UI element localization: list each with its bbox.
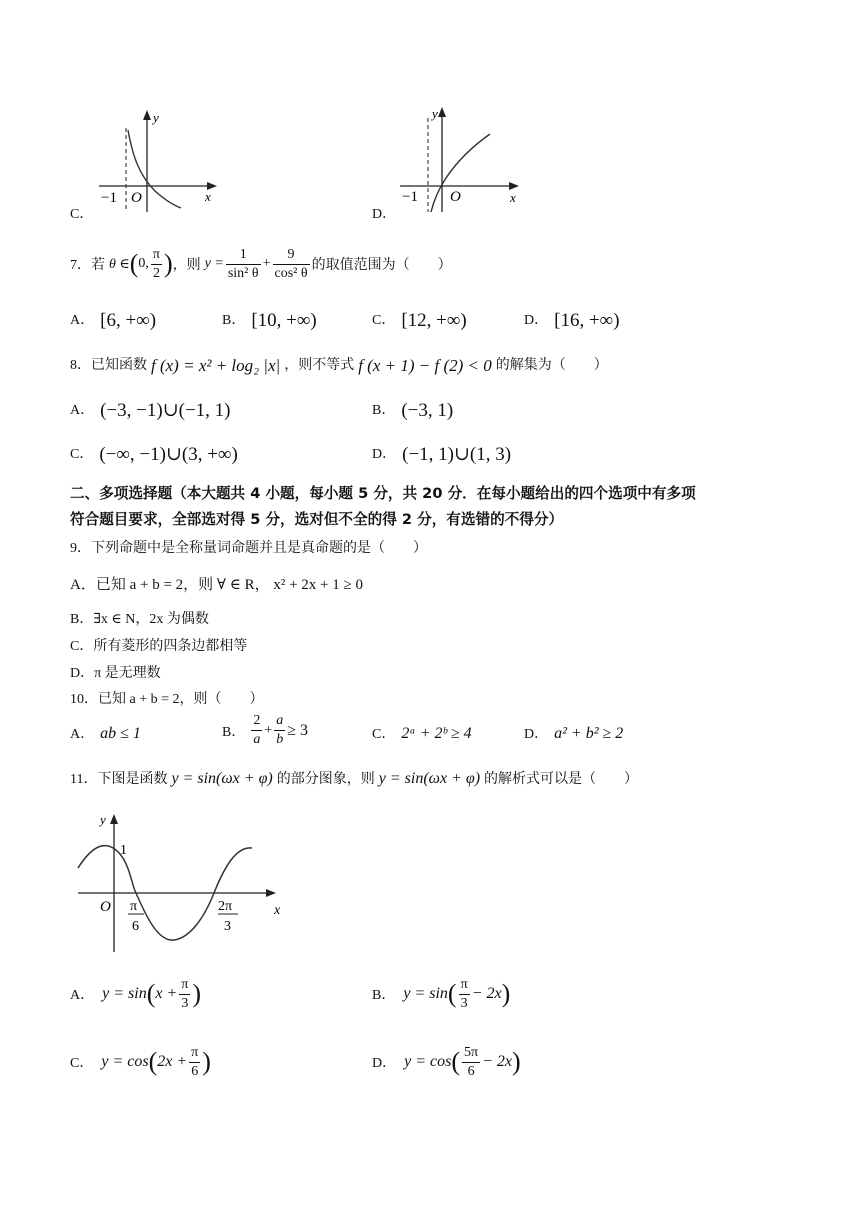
q8-option-c: C． (−∞, −1)∪(3, +∞) xyxy=(70,444,238,466)
q7-option-d: D． [16, +∞) xyxy=(524,309,620,331)
q8-option-a: A． (−3, −1)∪(−1, 1) xyxy=(70,400,231,422)
q7-option-a: A． [6, +∞) xyxy=(70,309,157,331)
graph-d-minus-one: −1 xyxy=(402,189,418,205)
option-d-label: D． xyxy=(372,207,397,222)
q7-comma: ，则 xyxy=(172,258,201,273)
q10-option-a: A． ab ≤ 1 xyxy=(70,725,141,742)
question-11-stem: 11．下图是函数 y = sin(ωx + φ) 的部分图象，则 y = sin(ωx + φ) 的解析式可以是（ ） xyxy=(70,770,639,787)
graph-option-d xyxy=(398,104,528,216)
q7-paren-left: ( xyxy=(129,249,139,278)
section-2-heading-line2: 符合题目要求，全部选对得 5 分，选对但不全的得 2 分，有选错的不得分） xyxy=(70,511,564,528)
sine-three-label: 3 xyxy=(224,919,231,934)
q8-option-b: B． (−3, 1) xyxy=(372,399,454,421)
q7-tail: 的取值范围为（ ） xyxy=(311,258,452,273)
sine-six-label: 6 xyxy=(132,919,139,934)
graph-c-origin: O xyxy=(131,190,142,206)
section-2-heading-line1: 二、多项选择题（本大题共 4 小题，每小题 5 分，共 20 分．在每小题给出的四个选项中有多项 xyxy=(70,485,696,502)
question-9-stem: 9．下列命题中是全称量词命题并且是真命题的是（ ） xyxy=(70,541,427,556)
graph-d-y-label: y xyxy=(432,106,438,121)
q7-theta: θ ∈ xyxy=(109,256,130,272)
question-8-stem: 8．已知函数 f (x) = x² + log₂ |x| ，则不等式 f (x + 1) − f (2) < 0 的解集为（ ） xyxy=(70,355,608,375)
q7-interval-left: 0, xyxy=(138,256,149,271)
sine-graph xyxy=(74,806,294,954)
graph-c-y-label: y xyxy=(153,110,159,125)
q9-option-a: A．已知 a + b = 2，则 ∀ ∈ R， x² + 2x + 1 ≥ 0 xyxy=(70,577,363,593)
sine-one-label: 1 xyxy=(120,843,127,858)
q10-option-c: C． 2ᵃ + 2ᵇ ≥ 4 xyxy=(372,725,472,742)
q11-option-c: C． y = cos ( 2x + $\frac{\pi}{6}$ ) xyxy=(70,1044,211,1079)
graph-option-c xyxy=(95,108,225,216)
sine-twopi-label: 2π xyxy=(218,899,233,914)
q7-option-c: C． [12, +∞) xyxy=(372,309,467,331)
question-10-stem: 10．已知 a + b = 2，则（ ） xyxy=(70,692,264,707)
graph-d-x-label: x xyxy=(510,190,516,205)
q9-option-d: D．π 是无理数 xyxy=(70,666,161,681)
q9-option-c: C．所有菱形的四条边都相等 xyxy=(70,639,248,654)
q11-option-a: A． y = sin ( x + $\frac{\pi}{3}$ ) xyxy=(70,976,202,1011)
q8-option-d: D． (−1, 1)∪(1, 3) xyxy=(372,444,512,466)
q10-option-b: B． $\frac{2}{a}$ + $\frac{a}{b}$ ≥ 3 xyxy=(222,713,309,747)
graph-d-origin: O xyxy=(450,189,461,205)
q7-frac-cos: $\frac{9}{\text{cos² θ}}$ xyxy=(274,246,308,281)
question-7-stem xyxy=(70,242,452,286)
q7-y-eq: y = xyxy=(204,256,224,271)
q9-option-b: B．∃x ∈ N，2x 为偶数 xyxy=(70,612,209,627)
graph-c-minus-one: −1 xyxy=(101,190,117,206)
q7-paren-right: ) xyxy=(164,249,173,278)
q11-option-d: D． y = cos ( $\frac{5\pi}{6}$ − 2x ) xyxy=(372,1044,521,1079)
q10-option-d: D． a² + b² ≥ 2 xyxy=(524,725,624,742)
q7-pi-over-2: $\frac{\pi}{2}$ xyxy=(152,246,160,281)
sine-y-label: y xyxy=(100,812,106,827)
q7-number: 7．若 xyxy=(70,258,105,273)
q7-option-b: B． [10, +∞) xyxy=(222,309,317,331)
sine-x-label: x xyxy=(274,903,281,918)
option-c-label: C． xyxy=(70,207,94,222)
q7-plus: + xyxy=(262,256,271,271)
q11-option-b: B． y = sin ( $\frac{\pi}{3}$ − 2x ) xyxy=(372,976,511,1011)
q7-frac-sin: $\frac{1}{\text{sin² θ}}$ xyxy=(227,246,259,281)
graph-c-x-label: x xyxy=(205,189,211,204)
sine-origin: O xyxy=(100,899,111,915)
sine-pi-label: π xyxy=(130,899,138,914)
